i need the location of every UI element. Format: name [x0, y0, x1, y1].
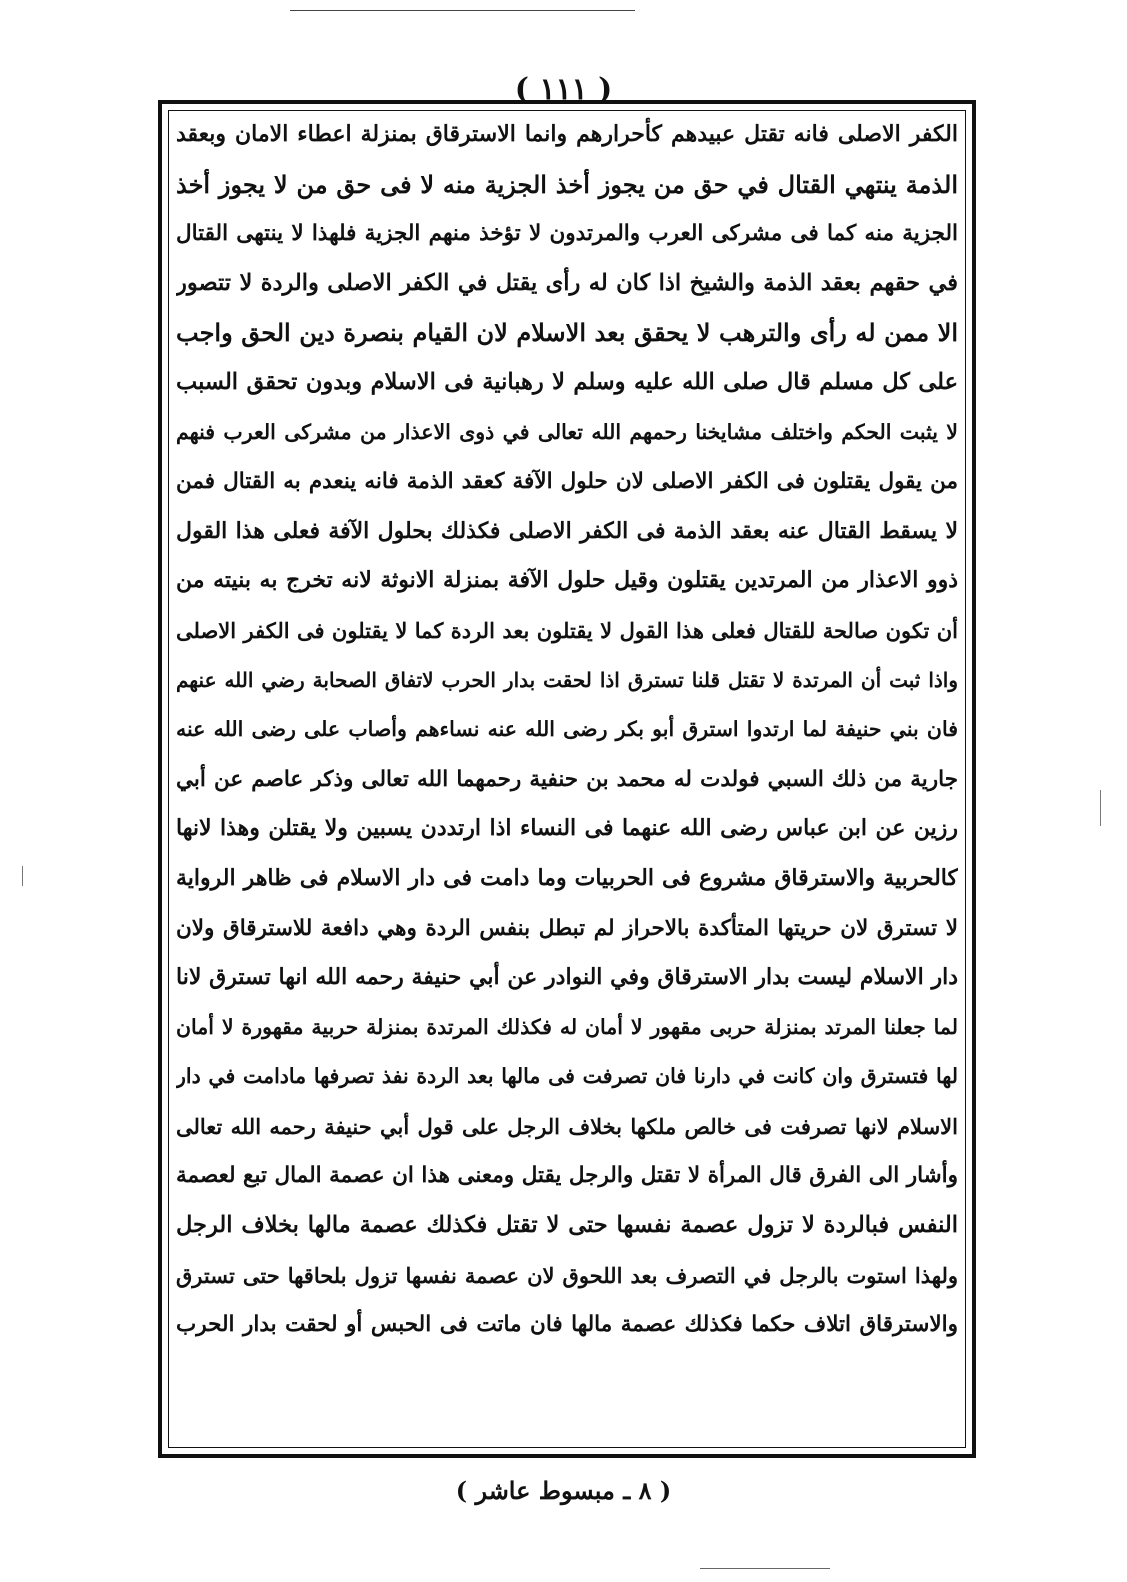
text-line: جارية من ذلك السبي فولدت له محمد بن حنفية رحمهما الله تعالى وذكر عاصم عن أبي [176, 766, 958, 792]
text-line: لا تسترق لان حريتها المتأكدة بالاحراز لم تبطل بنفس الردة وهي دافعة للاسترقاق ولان [176, 915, 958, 941]
text-line: ذوو الاعذار من المرتدين يقتلون وقيل حلول الآفة بمنزلة الانوثة لانه تخرج به بنيته من [176, 567, 958, 594]
text-line: لا يسقط القتال عنه بعقد الذمة فى الكفر الاصلى فكذلك بحلول الآفة فعلى هذا القول [176, 517, 958, 544]
text-line: أن تكون صالحة للقتال فعلى هذا القول لا يقتلون بعد الردة كما لا يقتلون فى الكفر الاصلى [176, 617, 958, 643]
text-line: في حقهم بعقد الذمة والشيخ اذا كان له رأى يقتل في الكفر الاصلى والردة لا تتصور [176, 269, 958, 296]
margin-mark-left [22, 866, 23, 886]
text-line: والاسترقاق اتلاف حكما فكذلك عصمة مالها فان ماتت فى الحبس أو لحقت بدار الحرب [176, 1312, 958, 1338]
margin-mark-right [1100, 790, 1101, 826]
page-number: ( ١١١ ) [514, 72, 613, 107]
text-line: الكفر الاصلى فانه تقتل عبيدهم كأحرارهم وانما الاسترقاق بمنزلة اعطاء الامان وبعقد [176, 121, 958, 147]
text-line: لما جعلنا المرتد بمنزلة حربى مقهور لا أمان له فكذلك المرتدة بمنزلة حربية مقهورة لا أمان [176, 1014, 958, 1039]
text-line: على كل مسلم قال صلى الله عليه وسلم لا رهبانية فى الاسلام وبدون تحقق السبب [176, 368, 958, 395]
text-line: من يقول يقتلون فى الكفر الاصلى لان حلول الآفة كعقد الذمة فانه ينعدم به القتال فمن [176, 469, 958, 495]
text-line: دار الاسلام ليست بدار الاسترقاق وفي النوادر عن أبي حنيفة رحمه الله انها تسترق لانا [176, 964, 958, 991]
text-line: واذا ثبت أن المرتدة لا تقتل قلنا تسترق اذا لحقت بدار الحرب لاتفاق الصحابة رضي الله عنهم [176, 667, 958, 692]
text-line: الجزية منه كما فى مشركى العرب والمرتدون لا تؤخذ منهم الجزية فلهذا لا ينتهى القتال [176, 221, 958, 247]
text-line: فان بني حنيفة لما ارتدوا استرق أبو بكر رضى الله عنه نساءهم وأصاب على رضى الله عنه [176, 717, 958, 742]
text-line: ولهذا استوت بالرجل في التصرف بعد اللحوق لان عصمة نفسها تزول بلحاقها حتى تسترق [176, 1262, 958, 1288]
text-line: رزين عن ابن عباس رضى الله عنهما فى النساء اذا ارتددن يسبين ولا يقتلن وهذا لانها [176, 815, 958, 842]
text-line: لا يثبت الحكم واختلف مشايخنا رحمهم الله تعالى في ذوى الاعذار من مشركى العرب فنهم [176, 419, 958, 444]
body-text [176, 110, 958, 1350]
text-line: النفس فبالردة لا تزول عصمة نفسها حتى لا تقتل فكذلك عصمة مالها بخلاف الرجل [176, 1212, 958, 1239]
text-line: الاسلام لانها تصرفت فى خالص ملكها بخلاف الرجل على قول أبي حنيفة رحمه الله تعالى [176, 1113, 958, 1139]
top-rule [290, 10, 635, 11]
bottom-rule [700, 1568, 830, 1569]
text-line: لها فتسترق وان كانت في دارنا فان تصرفت فى مالها بعد الردة نفذ تصرفها مادامت في دار [176, 1064, 958, 1089]
text-line: الذمة ينتهي القتال في حق من يجوز أخذ الجزية منه لا فى حق من لا يجوز أخذ [176, 169, 958, 199]
signature-footer: ( ٨ ـ مبسوط عاشر ) [455, 1476, 672, 1505]
text-line: الا ممن له رأى والترهب لا يحقق بعد الاسلام لان القيام بنصرة دين الحق واجب [176, 318, 958, 348]
text-line: وأشار الى الفرق قال المرأة لا تقتل والرجل يقتل ومعنى هذا ان عصمة المال تبع لعصمة [176, 1163, 958, 1189]
text-line: كالحربية والاسترقاق مشروع فى الحربيات وما دامت فى دار الاسلام فى ظاهر الرواية [176, 864, 958, 891]
